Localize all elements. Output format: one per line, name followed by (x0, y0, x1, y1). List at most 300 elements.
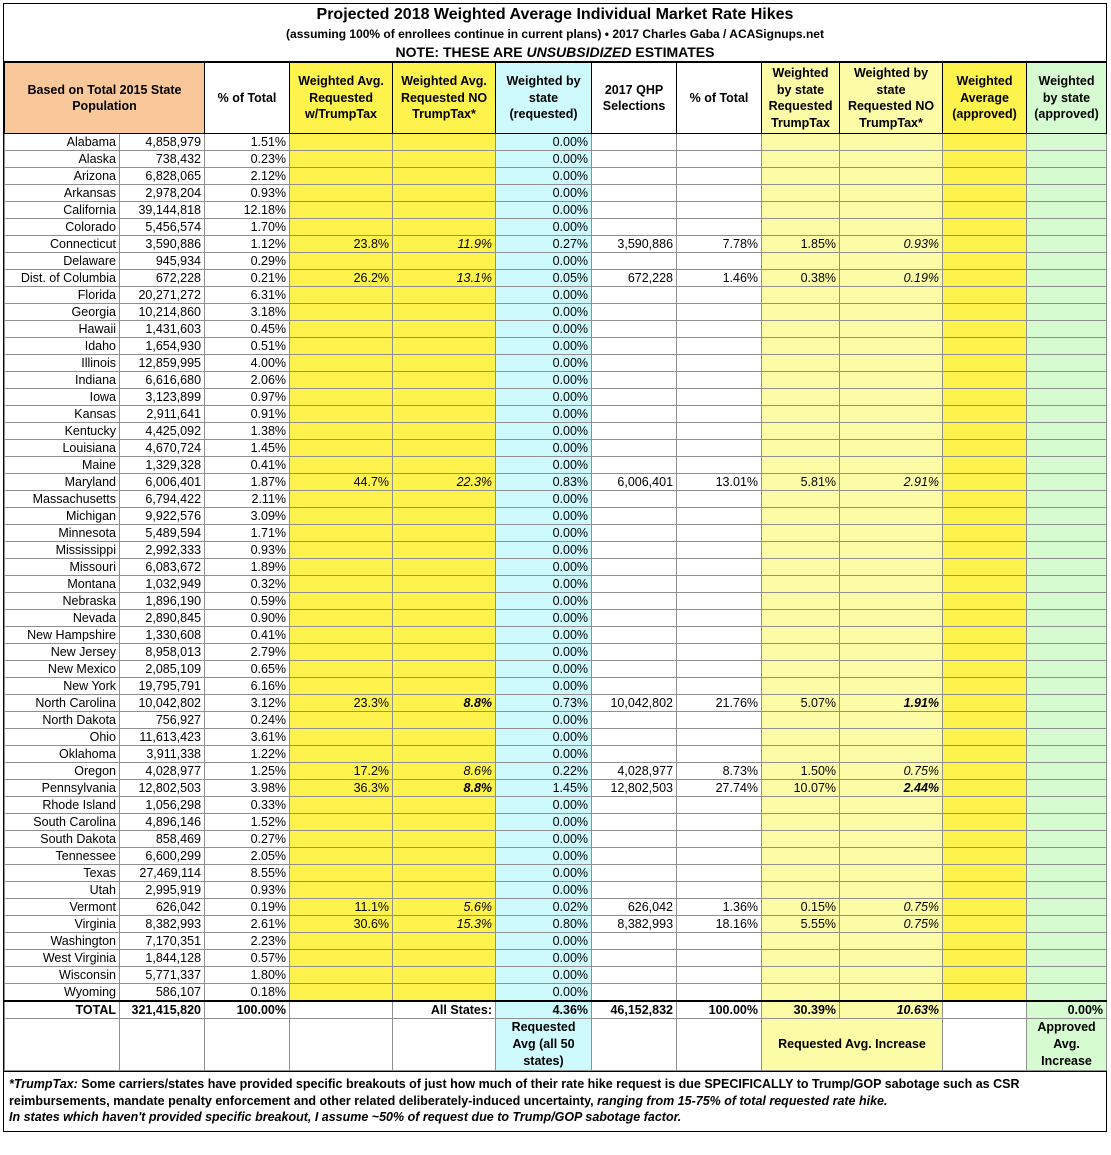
requested-avg-increase-label: Requested Avg. Increase (762, 1019, 943, 1071)
weighted-average-approved (943, 814, 1027, 831)
qhp-selections (592, 729, 677, 746)
qhp-selections (592, 508, 677, 525)
requested-trumptax (290, 525, 393, 542)
qhp-pct-total: 13.01% (677, 474, 762, 491)
state-name: Nevada (5, 610, 120, 627)
qhp-selections (592, 321, 677, 338)
qhp-selections (592, 950, 677, 967)
qhp-pct-total (677, 593, 762, 610)
qhp-selections: 4,028,977 (592, 763, 677, 780)
weighted-trumptax (762, 661, 840, 678)
qhp-pct-total: 8.73% (677, 763, 762, 780)
weighted-by-state-approved (1027, 712, 1107, 729)
qhp-selections (592, 593, 677, 610)
requested-no-trumptax (393, 712, 496, 729)
state-name: Georgia (5, 304, 120, 321)
requested-no-trumptax (393, 355, 496, 372)
weighted-requested: 0.00% (496, 542, 592, 559)
state-population: 3,590,886 (120, 236, 205, 253)
requested-no-trumptax (393, 610, 496, 627)
weighted-trumptax (762, 304, 840, 321)
weighted-requested: 0.00% (496, 219, 592, 236)
weighted-requested: 0.00% (496, 933, 592, 950)
weighted-requested: 0.00% (496, 321, 592, 338)
weighted-average-approved (943, 474, 1027, 491)
weighted-trumptax (762, 151, 840, 168)
state-population: 1,431,603 (120, 321, 205, 338)
state-population: 4,670,724 (120, 440, 205, 457)
weighted-by-state-approved (1027, 763, 1107, 780)
requested-trumptax (290, 219, 393, 236)
weighted-by-state-approved (1027, 916, 1107, 933)
state-name: Oregon (5, 763, 120, 780)
weighted-requested: 0.27% (496, 236, 592, 253)
weighted-no-trumptax (840, 491, 943, 508)
state-name: Idaho (5, 338, 120, 355)
weighted-requested: 0.00% (496, 984, 592, 1002)
requested-trumptax (290, 882, 393, 899)
footer-empty-cell (393, 1019, 496, 1071)
requested-trumptax (290, 185, 393, 202)
header-qhp-selections: 2017 QHP Selections (592, 63, 677, 134)
weighted-average-approved (943, 916, 1027, 933)
requested-no-trumptax (393, 525, 496, 542)
weighted-requested: 0.00% (496, 576, 592, 593)
requested-no-trumptax (393, 542, 496, 559)
footnote-lead: *TrumpTax: (9, 1077, 78, 1091)
weighted-average-approved (943, 746, 1027, 763)
table-row (5, 763, 1107, 780)
weighted-requested: 0.83% (496, 474, 592, 491)
qhp-selections (592, 542, 677, 559)
state-name: Michigan (5, 508, 120, 525)
state-pct-total: 0.41% (205, 457, 290, 474)
weighted-by-state-approved (1027, 440, 1107, 457)
weighted-by-state-approved (1027, 627, 1107, 644)
qhp-pct-total (677, 542, 762, 559)
qhp-pct-total: 18.16% (677, 916, 762, 933)
table-row (5, 610, 1107, 627)
footer-empty-cell (943, 1019, 1027, 1071)
weighted-trumptax (762, 627, 840, 644)
weighted-trumptax (762, 576, 840, 593)
weighted-no-trumptax (840, 185, 943, 202)
state-name: Delaware (5, 253, 120, 270)
weighted-trumptax (762, 593, 840, 610)
weighted-no-trumptax: 1.91% (840, 695, 943, 712)
requested-no-trumptax (393, 389, 496, 406)
weighted-average-approved (943, 440, 1027, 457)
state-population: 2,085,109 (120, 661, 205, 678)
qhp-pct-total (677, 933, 762, 950)
state-pct-total: 2.06% (205, 372, 290, 389)
weighted-no-trumptax (840, 678, 943, 695)
requested-trumptax (290, 661, 393, 678)
weighted-average-approved (943, 219, 1027, 236)
weighted-requested: 0.00% (496, 253, 592, 270)
weighted-average-approved (943, 185, 1027, 202)
sheet-subtitle: (assuming 100% of enrollees continue in current plans) • 2017 Charles Gaba / ACASignups.net (286, 27, 824, 41)
weighted-no-trumptax (840, 967, 943, 984)
table-row (5, 202, 1107, 219)
state-population: 945,934 (120, 253, 205, 270)
state-population: 2,992,333 (120, 542, 205, 559)
total-empty-cell (290, 1001, 393, 1019)
total-pct: 100.00% (205, 1001, 290, 1019)
weighted-average-approved (943, 559, 1027, 576)
weighted-average-approved (943, 576, 1027, 593)
requested-no-trumptax (393, 491, 496, 508)
requested-no-trumptax (393, 508, 496, 525)
requested-no-trumptax (393, 644, 496, 661)
weighted-requested: 0.00% (496, 746, 592, 763)
requested-no-trumptax (393, 338, 496, 355)
requested-trumptax (290, 457, 393, 474)
weighted-trumptax (762, 372, 840, 389)
requested-trumptax (290, 678, 393, 695)
weighted-average-approved (943, 338, 1027, 355)
weighted-by-state-approved (1027, 457, 1107, 474)
state-pct-total: 1.80% (205, 967, 290, 984)
requested-no-trumptax (393, 576, 496, 593)
weighted-average-approved (943, 610, 1027, 627)
qhp-selections (592, 440, 677, 457)
weighted-trumptax (762, 967, 840, 984)
qhp-pct-total (677, 831, 762, 848)
header-weighted-average-approved: Weighted Average (approved) (943, 63, 1027, 134)
qhp-pct-total: 21.76% (677, 695, 762, 712)
weighted-average-approved (943, 593, 1027, 610)
qhp-pct-total (677, 967, 762, 984)
state-population: 9,922,576 (120, 508, 205, 525)
weighted-by-state-approved (1027, 814, 1107, 831)
weighted-average-approved (943, 678, 1027, 695)
weighted-no-trumptax (840, 882, 943, 899)
state-population: 10,214,860 (120, 304, 205, 321)
weighted-trumptax (762, 746, 840, 763)
weighted-no-trumptax (840, 253, 943, 270)
weighted-requested: 0.00% (496, 967, 592, 984)
qhp-selections: 10,042,802 (592, 695, 677, 712)
total-label: TOTAL (5, 1001, 120, 1019)
qhp-selections (592, 882, 677, 899)
weighted-average-approved (943, 627, 1027, 644)
weighted-requested: 0.00% (496, 440, 592, 457)
qhp-pct-total (677, 423, 762, 440)
weighted-trumptax (762, 950, 840, 967)
weighted-requested: 0.00% (496, 185, 592, 202)
state-population: 6,794,422 (120, 491, 205, 508)
requested-trumptax (290, 712, 393, 729)
state-population: 8,958,013 (120, 644, 205, 661)
weighted-average-approved (943, 134, 1027, 151)
footer-empty-cell (677, 1019, 762, 1071)
table-row (5, 372, 1107, 389)
weighted-requested: 0.00% (496, 865, 592, 882)
weighted-no-trumptax (840, 644, 943, 661)
weighted-trumptax (762, 814, 840, 831)
qhp-pct-total (677, 406, 762, 423)
footer-empty-cell (5, 1019, 120, 1071)
state-pct-total: 1.89% (205, 559, 290, 576)
weighted-requested: 0.00% (496, 457, 592, 474)
table-row (5, 780, 1107, 797)
weighted-no-trumptax (840, 831, 943, 848)
requested-trumptax (290, 865, 393, 882)
requested-trumptax (290, 134, 393, 151)
state-pct-total: 12.18% (205, 202, 290, 219)
qhp-pct-total (677, 814, 762, 831)
requested-no-trumptax (393, 304, 496, 321)
state-pct-total: 0.97% (205, 389, 290, 406)
state-pct-total: 3.12% (205, 695, 290, 712)
weighted-trumptax (762, 848, 840, 865)
weighted-trumptax (762, 831, 840, 848)
weighted-by-state-approved (1027, 576, 1107, 593)
note-emphasis: UNSUBSIDIZED (526, 44, 632, 60)
weighted-by-state-approved (1027, 678, 1107, 695)
weighted-no-trumptax: 0.93% (840, 236, 943, 253)
weighted-no-trumptax (840, 134, 943, 151)
qhp-selections (592, 372, 677, 389)
weighted-average-approved (943, 865, 1027, 882)
weighted-no-trumptax (840, 593, 943, 610)
state-population: 6,600,299 (120, 848, 205, 865)
qhp-selections: 672,228 (592, 270, 677, 287)
state-population: 5,489,594 (120, 525, 205, 542)
requested-trumptax: 26.2% (290, 270, 393, 287)
weighted-by-state-approved (1027, 984, 1107, 1002)
qhp-pct-total (677, 984, 762, 1002)
footer-empty-cell (205, 1019, 290, 1071)
weighted-trumptax: 1.85% (762, 236, 840, 253)
requested-no-trumptax (393, 678, 496, 695)
requested-trumptax (290, 304, 393, 321)
state-population: 1,056,298 (120, 797, 205, 814)
weighted-by-state-approved (1027, 304, 1107, 321)
qhp-pct-total (677, 865, 762, 882)
weighted-by-state-approved (1027, 338, 1107, 355)
requested-no-trumptax (393, 440, 496, 457)
table-row (5, 270, 1107, 287)
weighted-trumptax (762, 712, 840, 729)
state-name: Ohio (5, 729, 120, 746)
requested-trumptax (290, 644, 393, 661)
requested-no-trumptax: 8.8% (393, 695, 496, 712)
requested-trumptax (290, 746, 393, 763)
state-pct-total: 8.55% (205, 865, 290, 882)
total-weighted-requested: 4.36% (496, 1001, 592, 1019)
weighted-by-state-approved (1027, 865, 1107, 882)
footnote-line2: In states which haven't provided specific breakout, I assume ~50% of request due to Trump/GOP sabotage factor. (9, 1110, 682, 1124)
qhp-pct-total (677, 576, 762, 593)
state-pct-total: 1.45% (205, 440, 290, 457)
weighted-no-trumptax (840, 304, 943, 321)
requested-trumptax (290, 797, 393, 814)
table-row (5, 576, 1107, 593)
weighted-average-approved (943, 831, 1027, 848)
weighted-trumptax (762, 729, 840, 746)
requested-no-trumptax (393, 933, 496, 950)
weighted-trumptax (762, 542, 840, 559)
table-row (5, 950, 1107, 967)
header-weighted-requested-trumptax: Weighted by state Requested TrumpTax (762, 63, 840, 134)
weighted-requested: 0.00% (496, 287, 592, 304)
state-name: Nebraska (5, 593, 120, 610)
state-name: Montana (5, 576, 120, 593)
qhp-selections (592, 287, 677, 304)
weighted-no-trumptax (840, 372, 943, 389)
state-name: North Dakota (5, 712, 120, 729)
weighted-average-approved (943, 168, 1027, 185)
weighted-trumptax (762, 610, 840, 627)
state-name: Kentucky (5, 423, 120, 440)
weighted-trumptax (762, 559, 840, 576)
requested-trumptax: 17.2% (290, 763, 393, 780)
weighted-requested: 1.45% (496, 780, 592, 797)
summary-rows (5, 1001, 1107, 1071)
weighted-by-state-approved (1027, 508, 1107, 525)
weighted-no-trumptax (840, 202, 943, 219)
weighted-by-state-approved (1027, 899, 1107, 916)
qhp-selections (592, 661, 677, 678)
state-name: Colorado (5, 219, 120, 236)
requested-trumptax (290, 372, 393, 389)
table-row (5, 457, 1107, 474)
state-name: Virginia (5, 916, 120, 933)
weighted-average-approved (943, 763, 1027, 780)
weighted-requested: 0.00% (496, 304, 592, 321)
qhp-selections (592, 457, 677, 474)
table-row (5, 542, 1107, 559)
requested-no-trumptax (393, 746, 496, 763)
state-name: Maryland (5, 474, 120, 491)
state-population: 1,329,328 (120, 457, 205, 474)
qhp-pct-total (677, 338, 762, 355)
state-name: Dist. of Columbia (5, 270, 120, 287)
state-name: Vermont (5, 899, 120, 916)
weighted-trumptax: 5.07% (762, 695, 840, 712)
footer-empty-cell (290, 1019, 393, 1071)
qhp-selections (592, 134, 677, 151)
qhp-pct-total: 27.74% (677, 780, 762, 797)
table-row (5, 338, 1107, 355)
weighted-no-trumptax (840, 525, 943, 542)
requested-no-trumptax (393, 797, 496, 814)
weighted-average-approved (943, 491, 1027, 508)
weighted-no-trumptax (840, 712, 943, 729)
state-pct-total: 0.65% (205, 661, 290, 678)
requested-trumptax (290, 814, 393, 831)
state-population: 5,456,574 (120, 219, 205, 236)
qhp-selections (592, 202, 677, 219)
state-pct-total: 6.16% (205, 678, 290, 695)
weighted-by-state-approved (1027, 236, 1107, 253)
weighted-requested: 0.02% (496, 899, 592, 916)
state-pct-total: 4.00% (205, 355, 290, 372)
state-population: 2,978,204 (120, 185, 205, 202)
footer-empty-cell (120, 1019, 205, 1071)
weighted-trumptax (762, 882, 840, 899)
weighted-by-state-approved (1027, 882, 1107, 899)
weighted-average-approved (943, 270, 1027, 287)
state-pct-total: 0.18% (205, 984, 290, 1002)
weighted-requested: 0.00% (496, 797, 592, 814)
weighted-by-state-approved (1027, 797, 1107, 814)
weighted-trumptax (762, 423, 840, 440)
qhp-selections (592, 933, 677, 950)
weighted-by-state-approved (1027, 661, 1107, 678)
weighted-requested: 0.80% (496, 916, 592, 933)
table-row (5, 253, 1107, 270)
qhp-pct-total (677, 491, 762, 508)
weighted-no-trumptax (840, 151, 943, 168)
state-population: 11,613,423 (120, 729, 205, 746)
weighted-requested: 0.00% (496, 627, 592, 644)
weighted-no-trumptax (840, 661, 943, 678)
weighted-requested: 0.00% (496, 168, 592, 185)
state-population: 738,432 (120, 151, 205, 168)
requested-no-trumptax: 11.9% (393, 236, 496, 253)
qhp-selections (592, 797, 677, 814)
state-pct-total: 0.57% (205, 950, 290, 967)
weighted-average-approved (943, 967, 1027, 984)
table-row (5, 848, 1107, 865)
weighted-trumptax: 0.15% (762, 899, 840, 916)
weighted-average-approved (943, 882, 1027, 899)
table-row (5, 287, 1107, 304)
state-name: New Mexico (5, 661, 120, 678)
requested-no-trumptax (393, 168, 496, 185)
table-row (5, 134, 1107, 151)
requested-trumptax (290, 729, 393, 746)
qhp-pct-total (677, 950, 762, 967)
table-row (5, 831, 1107, 848)
weighted-no-trumptax (840, 508, 943, 525)
weighted-by-state-approved (1027, 525, 1107, 542)
weighted-by-state-approved (1027, 287, 1107, 304)
requested-trumptax (290, 627, 393, 644)
weighted-trumptax (762, 287, 840, 304)
weighted-by-state-approved (1027, 219, 1107, 236)
weighted-by-state-approved (1027, 933, 1107, 950)
requested-no-trumptax: 22.3% (393, 474, 496, 491)
qhp-selections (592, 559, 677, 576)
table-row (5, 219, 1107, 236)
weighted-average-approved (943, 848, 1027, 865)
requested-no-trumptax (393, 559, 496, 576)
weighted-by-state-approved (1027, 950, 1107, 967)
qhp-pct-total (677, 440, 762, 457)
state-name: Hawaii (5, 321, 120, 338)
requested-trumptax (290, 559, 393, 576)
weighted-average-approved (943, 151, 1027, 168)
requested-trumptax (290, 576, 393, 593)
state-population: 6,828,065 (120, 168, 205, 185)
weighted-requested: 0.00% (496, 151, 592, 168)
weighted-no-trumptax (840, 389, 943, 406)
qhp-selections (592, 865, 677, 882)
qhp-pct-total (677, 372, 762, 389)
table-row (5, 678, 1107, 695)
weighted-requested: 0.00% (496, 678, 592, 695)
table-row (5, 746, 1107, 763)
qhp-selections (592, 848, 677, 865)
qhp-pct-total (677, 712, 762, 729)
state-pct-total: 0.21% (205, 270, 290, 287)
weighted-average-approved (943, 797, 1027, 814)
requested-no-trumptax (393, 423, 496, 440)
